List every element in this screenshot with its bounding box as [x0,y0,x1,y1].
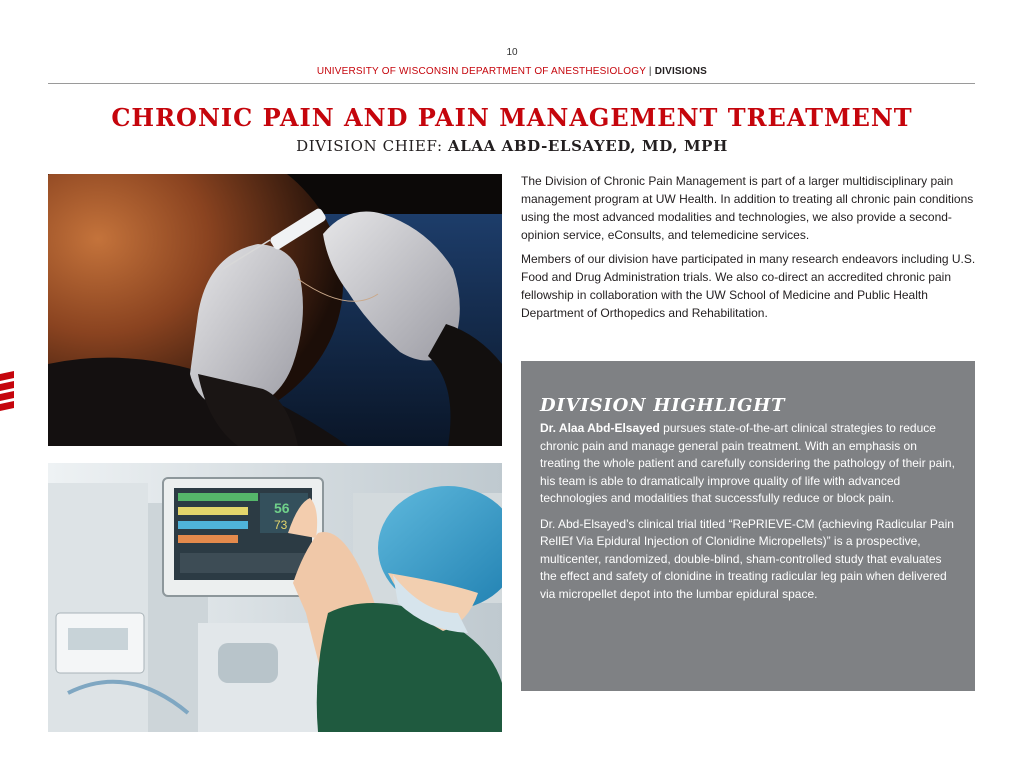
anesthesia-monitor-photo [48,463,502,732]
description-paragraph: The Division of Chronic Pain Management is part of a larger multidisciplinary pain management program at UW Health. In addition to treating all chronic pain conditions using the most advanced modalities and technologies, we also provide a second-opinion service, eConsults, and telemedicine services. [521,174,974,242]
running-head [0,66,1024,77]
highlight-paragraph [540,420,955,508]
highlight-title: DIVISION HIGHLIGHT [540,395,786,416]
page-subtitle [0,137,1024,155]
injection-procedure-photo [48,174,502,446]
description-paragraph: Members of our division have participated in many research endeavors including U.S. Food and Drug Administration trials. We also co-direct an accredited chronic pain fellowship in collaboration with the UW School of Medicine and Public Health Department of Orthopedics and Rehabilitation. [521,252,976,320]
division-description [521,172,976,328]
highlight-paragraph: Dr. Abd-Elsayed’s clinical trial titled “RePRIEVE-CM (achieving Radicular Pain RelIEf Via Epidural Injection of Clonidine Micropellets)” is a prospective, multicenter, randomized, double-blind, sham-controlled study that evaluates the effect and safety of clonidine in treating radicular leg pain when delivered via micropellet depot into the lumbar epidural space. [540,516,954,601]
division-chief-name: ALAA ABD-ELSAYED, MD, MPH [447,137,728,155]
uw-crest-icon [0,371,15,413]
highlight-lead-name: Dr. Alaa Abd-Elsayed [540,421,660,435]
department-name: UNIVERSITY OF WISCONSIN DEPARTMENT OF ANESTHESIOLOGY [316,66,646,77]
section-name: DIVISIONS [654,66,708,77]
page-title: CHRONIC PAIN AND PAIN MANAGEMENT TREATMENT [111,103,913,132]
highlight-paragraph-text: pursues state-of-the-art clinical strategies to reduce chronic pain and manage general pain treatment. With an emphasis on treating the whole patient and carefully considering the pathology of their pain, his team is able to dramatically improve quality of life with advanced technologies and modalities that successfully reduce or block pain. [540,421,955,505]
header-separator: | [648,66,652,77]
division-highlight-box [521,361,975,691]
monitor-readout: 56 [274,500,290,516]
monitor-readout: 73 [274,518,288,532]
subtitle-prefix: DIVISION CHIEF: [296,137,443,155]
page-number: 10 [506,47,518,58]
header-rule [48,83,975,84]
